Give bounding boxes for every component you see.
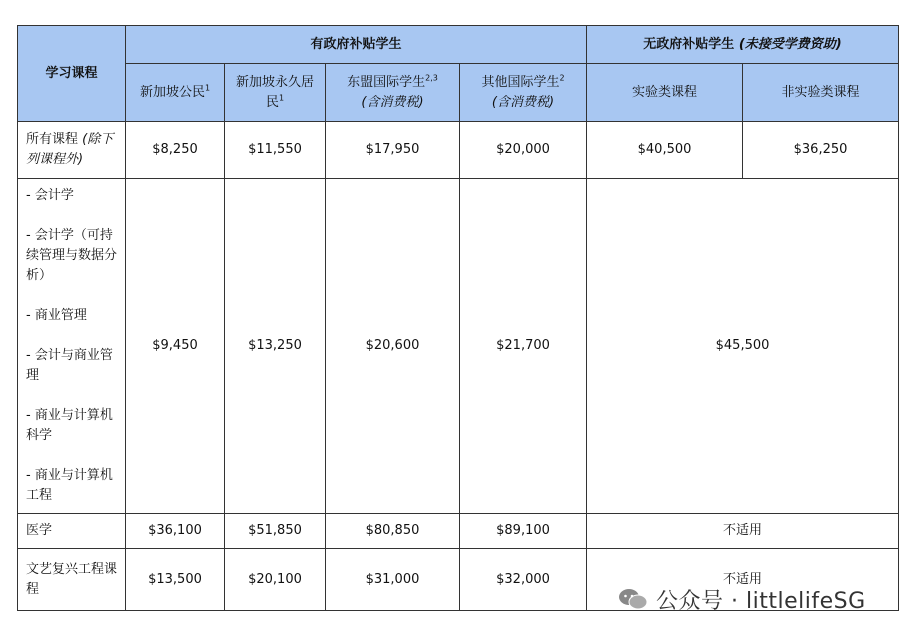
fee-cell-merged: 不适用: [587, 549, 899, 611]
row-course-list: [18, 179, 126, 514]
fee-cell: $89,100: [460, 514, 587, 549]
col-header-non-lab: 非实验类课程: [743, 64, 899, 122]
non-subsidised-label: 无政府补贴学生: [643, 36, 735, 52]
fee-cell-merged: 不适用: [587, 514, 899, 549]
non-subsidised-header: [587, 26, 899, 64]
table-row: [18, 179, 899, 514]
col-header-pr: 新加坡永久居民$^1$: [225, 64, 326, 122]
fee-cell: $11,550: [225, 122, 326, 179]
list-item: - 商业与计算机科学: [26, 408, 113, 443]
col-header-lab: 实验类课程: [587, 64, 743, 122]
col-header-citizen: 新加坡公民$^1$: [126, 64, 225, 122]
fee-cell: $20,000: [460, 122, 587, 179]
row-course: 文艺复兴工程课程: [18, 549, 126, 611]
course-column-header: 学习课程: [18, 26, 126, 122]
fee-cell: $21,700: [460, 179, 587, 514]
fee-cell: $13,250: [225, 179, 326, 514]
header-row-1: [18, 26, 899, 64]
row-course: 所有课程 (除下列课程外): [18, 122, 126, 179]
fee-cell: $36,100: [126, 514, 225, 549]
list-item: - 会计学（可持续管理与数据分析）: [26, 228, 118, 283]
table-row: [18, 122, 899, 179]
fee-cell: $32,000: [460, 549, 587, 611]
subsidised-header: 有政府补贴学生: [126, 26, 587, 64]
list-item: - 会计学: [26, 188, 74, 203]
col-header-other-intl: 其他国际学生$^2$ (含消费税): [460, 64, 587, 122]
table-row: [18, 514, 899, 549]
row-course: 医学: [18, 514, 126, 549]
fee-cell: $80,850: [326, 514, 460, 549]
col-header-asean: 东盟国际学生$^{2,3}$ (含消费税): [326, 64, 460, 122]
fee-cell: $8,250: [126, 122, 225, 179]
fee-cell: $40,500: [587, 122, 743, 179]
fee-cell-merged: $45,500: [587, 179, 899, 514]
fee-cell: $13,500: [126, 549, 225, 611]
tuition-fee-table: [17, 25, 899, 611]
non-subsidised-note: (未接受学费资助): [738, 36, 842, 52]
fee-cell: $51,850: [225, 514, 326, 549]
wechat-icon: [618, 588, 648, 610]
header-row-2: [18, 64, 899, 122]
fee-cell: $20,100: [225, 549, 326, 611]
fee-cell: $17,950: [326, 122, 460, 179]
fee-cell: $9,450: [126, 179, 225, 514]
list-item: - 商业管理: [26, 308, 87, 323]
list-item: - 商业与计算机工程: [26, 468, 113, 503]
watermark: [618, 584, 866, 614]
fee-cell: $20,600: [326, 179, 460, 514]
fee-cell: $31,000: [326, 549, 460, 611]
fee-cell: $36,250: [743, 122, 899, 179]
list-item: - 会计与商业管理: [26, 348, 113, 383]
watermark-text: 公众号 · littlelifeSG: [656, 588, 866, 614]
